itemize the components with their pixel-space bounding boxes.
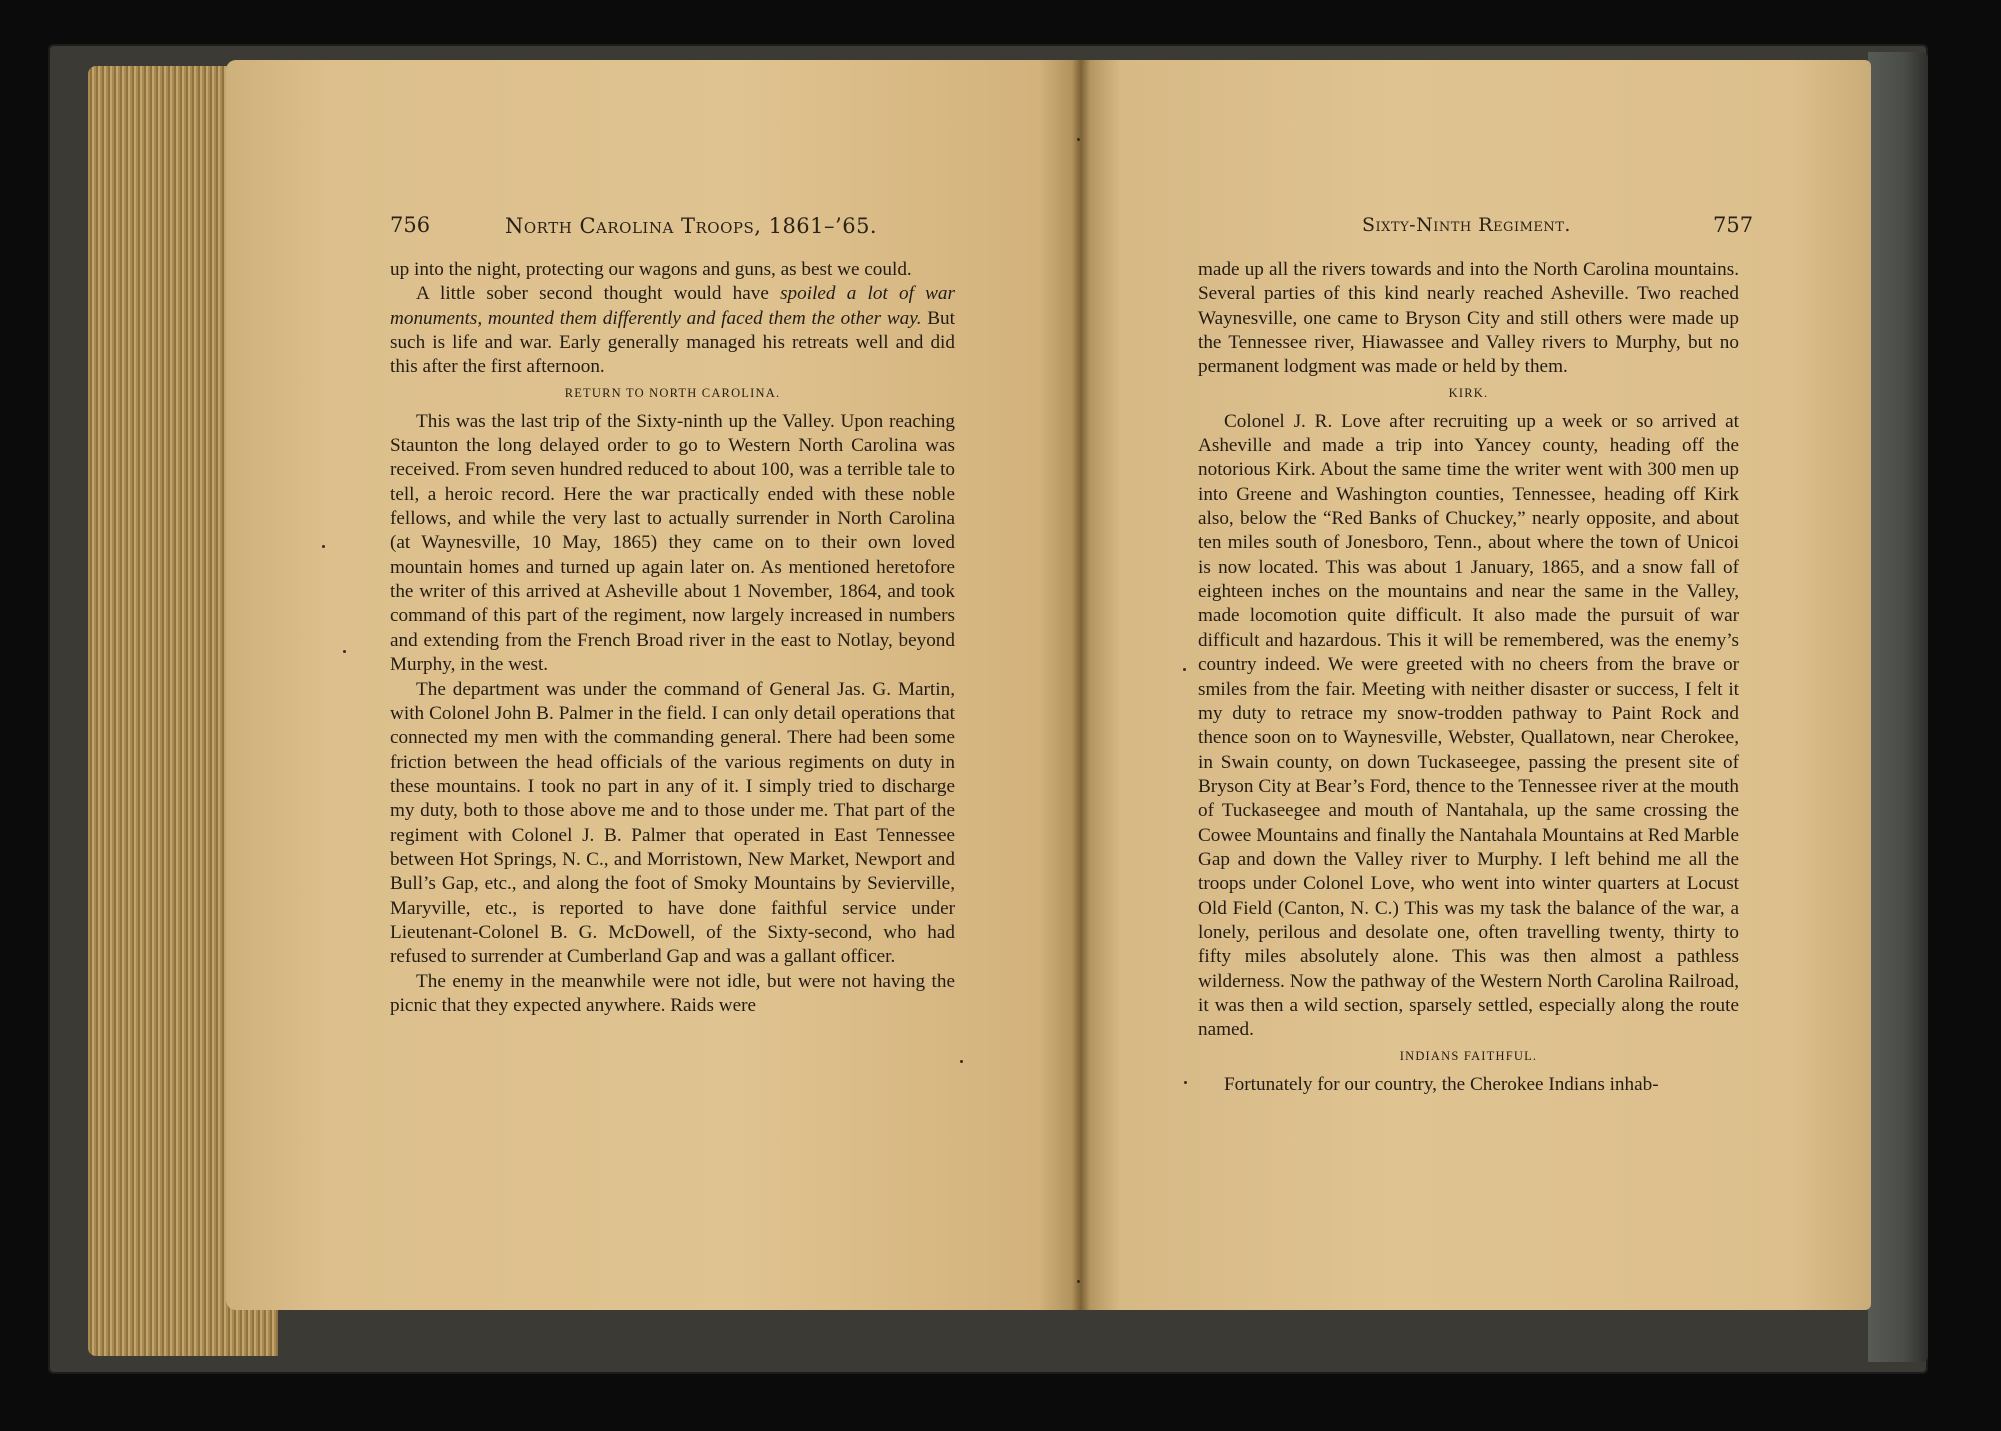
left-running-head: North Carolina Troops, 1861–’65. xyxy=(505,214,878,238)
book-gutter xyxy=(1072,60,1090,1310)
paper-speck xyxy=(1077,1280,1080,1283)
right-page-body xyxy=(1198,258,1739,1097)
left-paragraph-2-italic: spoiled a lot of war monuments, mounted them differently and faced them the other way. xyxy=(390,283,955,329)
left-paragraph-2-start: A little sober second thought would have xyxy=(416,283,781,305)
paper-speck xyxy=(1184,1081,1187,1084)
paper-speck xyxy=(960,1060,963,1063)
left-paragraph-2 xyxy=(390,282,955,379)
left-page-number: 756 xyxy=(390,213,431,237)
left-paragraph-3: This was the last trip of the Sixty-ninth up the Valley. Upon reaching Staunton the long delayed order to go to Western North Carolina was received. From seven hundred reduced to about 100, was a terrible tale to tell, a heroic record. Here the war practically ended with these noble fellows, and while the very last to actually surrender in North Carolina (at Waynesville, 10 May, 1865) they came on to their own loved mountain homes and turned up again later on. As mentioned heretofore the writer of this arrived at Asheville about 1 November, 1864, and took command of this part of the regiment, now largely increased in numbers and extending from the French Broad river in the east to Notlay, beyond Murphy, in the west. xyxy=(390,410,955,676)
right-running-head: Sixty-Ninth Regiment. xyxy=(1362,214,1571,236)
section-heading-return: RETURN TO NORTH CAROLINA. xyxy=(564,385,781,400)
right-paragraph-3: Fortunately for our country, the Cherokee Indians inhab- xyxy=(1224,1073,1659,1095)
paper-speck xyxy=(322,545,325,548)
left-paragraph-4: The department was under the command of General Jas. G. Martin, with Colonel John B. Palmer in the field. I can only detail operations that connected my men with the commanding general. There had been some friction between the head officials of the various regiments on duty in these mountains. I took no part in any of it. I simply tried to discharge my duty, both to those above me and to those under me. That part of the regiment with Colonel J. B. Palmer that operated in East Tennessee between Hot Springs, N. C., and Morristown, New Market, Newport and Bull’s Gap, etc., and along the foot of Smoky Mountains by Sevierville, Maryville, etc., is reported to have done faithful service under Lieutenant-Colonel B. G. McDowell, of the Sixty-second, who had refused to surrender at Cumberland Gap and was a gallant officer. xyxy=(390,678,955,968)
right-page-number: 757 xyxy=(1713,213,1754,237)
left-paragraph-1: up into the night, protecting our wagons and guns, as best we could. xyxy=(390,259,912,280)
paper-speck xyxy=(343,650,346,653)
left-paragraph-5: The enemy in the meanwhile were not idle, but were not having the picnic that they expected anywhere. Raids were xyxy=(390,970,955,1016)
right-paragraph-1: made up all the rivers towards and into the North Carolina mountains. Several parties of this kind nearly reached Asheville. Two reached Waynesville, one came to Bryson City and still others were made up the Tennessee river, Hiawassee and Valley rivers to Murphy, but no permanent lodgment was made or held by them. xyxy=(1198,259,1739,378)
left-paragraph-2-end: But such is life and war. Early generally managed his retreats well and did this after the first afternoon. xyxy=(390,307,955,378)
left-page-body xyxy=(390,258,955,1018)
paper-speck xyxy=(1077,138,1080,141)
book-cover-edge xyxy=(1868,52,1928,1362)
section-heading-kirk: KIRK. xyxy=(1448,385,1489,400)
paper-speck xyxy=(1183,668,1186,671)
section-heading-indians: INDIANS FAITHFUL. xyxy=(1399,1048,1538,1063)
right-paragraph-2: Colonel J. R. Love after recruiting up a week or so arrived at Asheville and made a trip into Yancey county, heading off the notorious Kirk. About the same time the writer went with 300 men up into Greene and Washington counties, Tennessee, heading off Kirk also, below the “Red Banks of Chuckey,” nearly opposite, and about ten miles south of Jonesboro, Tenn., about where the town of Unicoi is now located. This was about 1 January, 1865, and a snow fall of eighteen inches on the mountains and near the same in the Valley, made locomotion quite difficult. It also made the pursuit of war difficult and hazardous. This it will be remembered, was the enemy’s country indeed. We were greeted with no cheers from the brave or smiles from the fair. Meeting with neither disaster or success, I felt it my duty to retrace my snow-trodden pathway to Paint Rock and thence soon on to Waynesville, Webster, Quallatown, near Cherokee, in Swain county, on down Tuckaseegee, passing the present site of Bryson City at Bear’s Ford, thence to the Tennessee river at the mouth of Tuckaseegee and mouth of Nantahala, up the same crossing the Cowee Mountains and finally the Nantahala Mountains at Red Marble Gap and down the Valley river to Murphy. I left behind me all the troops under Colonel Love, who went into winter quarters at Locust Old Field (Canton, N. C.) This was my task the balance of the war, a lonely, perilous and desolate one, often travelling twenty, thirty to fifty miles absolutely alone. This was then almost a pathless wilderness. Now the pathway of the Western North Carolina Railroad, it was then a wild section, sparsely settled, especially along the route named. xyxy=(1198,410,1739,1041)
